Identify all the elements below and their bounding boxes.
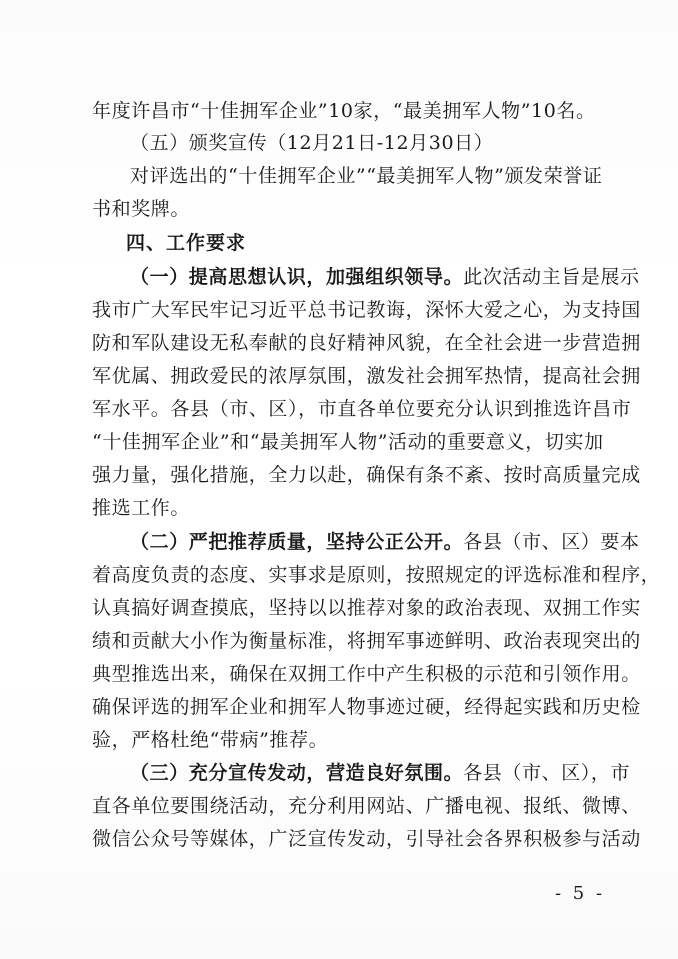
text-line: 年度许昌市“十佳拥军企业”10家，“最美拥军人物”10名。 — [92, 100, 596, 122]
text-line: 微信公众号等媒体，广泛宣传发动，引导社会各界积极参与活动 — [92, 828, 641, 850]
text-line: “十佳拥军企业”和“最美拥军人物”活动的重要意义，切实加 — [92, 431, 604, 453]
text-line: 确保评选的拥军企业和拥军人物事迹过硬，经得起实践和历史检 — [92, 696, 641, 718]
text-line: 推选工作。 — [92, 497, 191, 519]
paragraph-lead-rest: 此次活动主旨是展示 — [463, 266, 640, 288]
text-line: 强力量，强化措施，全力以赴，确保有条不紊、按时高质量完成 — [92, 464, 641, 486]
section-heading: 四、工作要求 — [126, 232, 247, 254]
text-line: 军优属、拥政爱民的浓厚氛围，激发社会拥军热情，提高社会拥 — [92, 365, 641, 387]
paragraph-first-line — [130, 527, 640, 557]
text-line: 着高度负责的态度、实事求是原则，按照规定的评选标准和程序， — [92, 564, 661, 586]
paragraph-lead: （二）严把推荐质量，坚持公正公开。 — [130, 531, 464, 553]
text-line: 我市广大军民牢记习近平总书记教诲，深怀大爱之心，为支持国 — [92, 299, 641, 321]
page-number: - 5 - — [555, 883, 606, 904]
text-line: 直各单位要围绕活动，充分利用网站、广播电视、报纸、微博、 — [92, 795, 641, 817]
text-line: 典型推选出来，确保在双拥工作中产生积极的示范和引领作用。 — [92, 663, 641, 685]
paragraph-lead: （一）提高思想认识，加强组织领导。 — [130, 266, 464, 288]
section-subheading: （五）颁奖宣传（12月21日-12月30日） — [130, 132, 494, 154]
paragraph-lead-rest: 各县（市、区），市 — [463, 762, 631, 784]
text-line: 认真搞好调查摸底，坚持以以推荐对象的政治表现、双拥工作实 — [92, 597, 641, 619]
paragraph-lead-rest: 各县（市、区）要本 — [463, 531, 640, 553]
text-line: 验，严格杜绝“带病”推荐。 — [92, 729, 329, 751]
text-line: 军水平。各县（市、区），市直各单位要充分认识到推选许昌市 — [92, 398, 632, 420]
text-line: 绩和贡献大小作为衡量标准，将拥军事迹鲜明、政治表现突出的 — [92, 630, 641, 652]
text-line: 防和军队建设无私奉献的良好精神风貌，在全社会进一步营造拥 — [92, 332, 641, 354]
paragraph-first-line — [130, 262, 640, 292]
text-line: 书和奖牌。 — [92, 198, 191, 220]
paragraph-first-line — [130, 758, 630, 788]
text-line: 对评选出的“十佳拥军企业”“最美拥军人物”颁发荣誉证 — [130, 165, 603, 187]
paragraph-lead: （三）充分宣传发动，营造良好氛围。 — [130, 762, 464, 784]
